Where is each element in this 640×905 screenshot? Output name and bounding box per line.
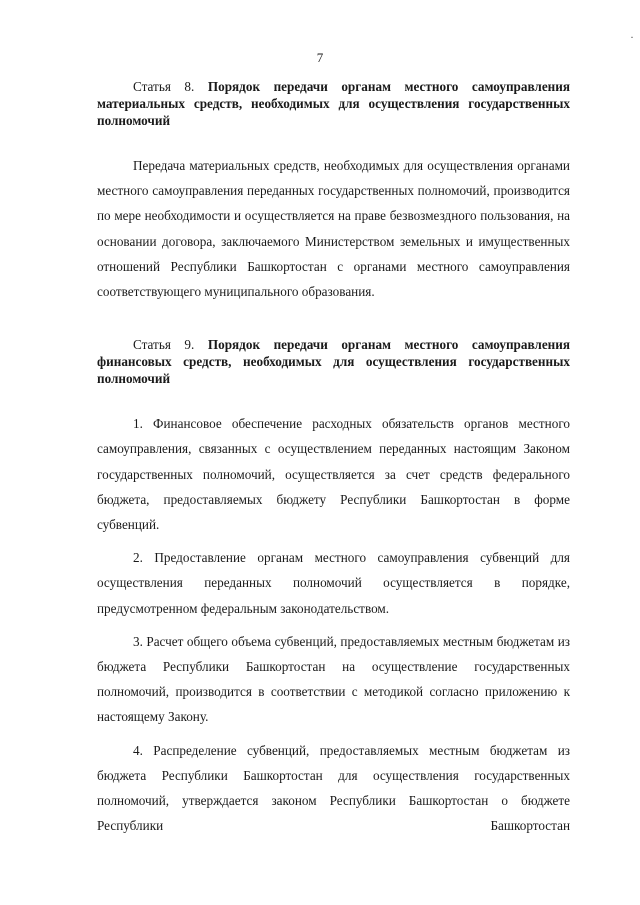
article-9-paragraph-4: 4. Распределение субвенций, предоставляемых местным бюджетам из бюджета Республики Башкортостан для осуществления государственных полномочий, утверждается законом Республики Башкортостан о бюджете Республики Башкортостан bbox=[97, 742, 570, 834]
article-8-heading bbox=[97, 78, 570, 129]
article-8-paragraph-1: Передача материальных средств, необходимых для осуществления органами местного самоуправления переданных государственных полномочий, производится по мере необходимости и осуществляется на праве безвозмездного пользования, на основании договора, заключаемого Министерством земельных и имущественных отношений Республики Башкортостан с органами местного самоуправления соответствующего муниципального образования. bbox=[97, 158, 570, 300]
document-body bbox=[97, 78, 570, 838]
article-9-paragraph-2: 2. Предоставление органам местного самоуправления субвенций для осуществления переданных полномочий осуществляется в порядке, предусмотренном федеральным законодательством. bbox=[97, 550, 570, 616]
article-8-title: Порядок передачи органам местного самоуправления материальных средств, необходимых для осуществления государственных полномочий bbox=[97, 79, 571, 128]
article-8-number: Статья 8. bbox=[133, 79, 195, 94]
article-9-number: Статья 9. bbox=[133, 337, 195, 353]
article-9-paragraph-1: 1. Финансовое обеспечение расходных обязательств органов местного самоуправления, связанных с осуществлением переданных настоящим Законом государственных полномочий, осуществляется за счет средств федерального бюджета, предоставляемых бюджету Республики Башкортостан в форме субвенций. bbox=[97, 416, 570, 533]
article-9-title: Порядок передачи органам местного самоуправления финансовых средств, необходимых для осуществления государственных полномочий bbox=[97, 337, 571, 387]
article-9-paragraph-3: 3. Расчет общего объема субвенций, предоставляемых местным бюджетам из бюджета Республики Башкортостан на осуществление государственных полномочий, производится в соответствии с методикой согласно приложению к настоящему Закону. bbox=[97, 633, 570, 725]
article-9-heading bbox=[97, 336, 570, 387]
page-number: 7 bbox=[316, 50, 324, 65]
margin-mark: · bbox=[630, 30, 634, 44]
